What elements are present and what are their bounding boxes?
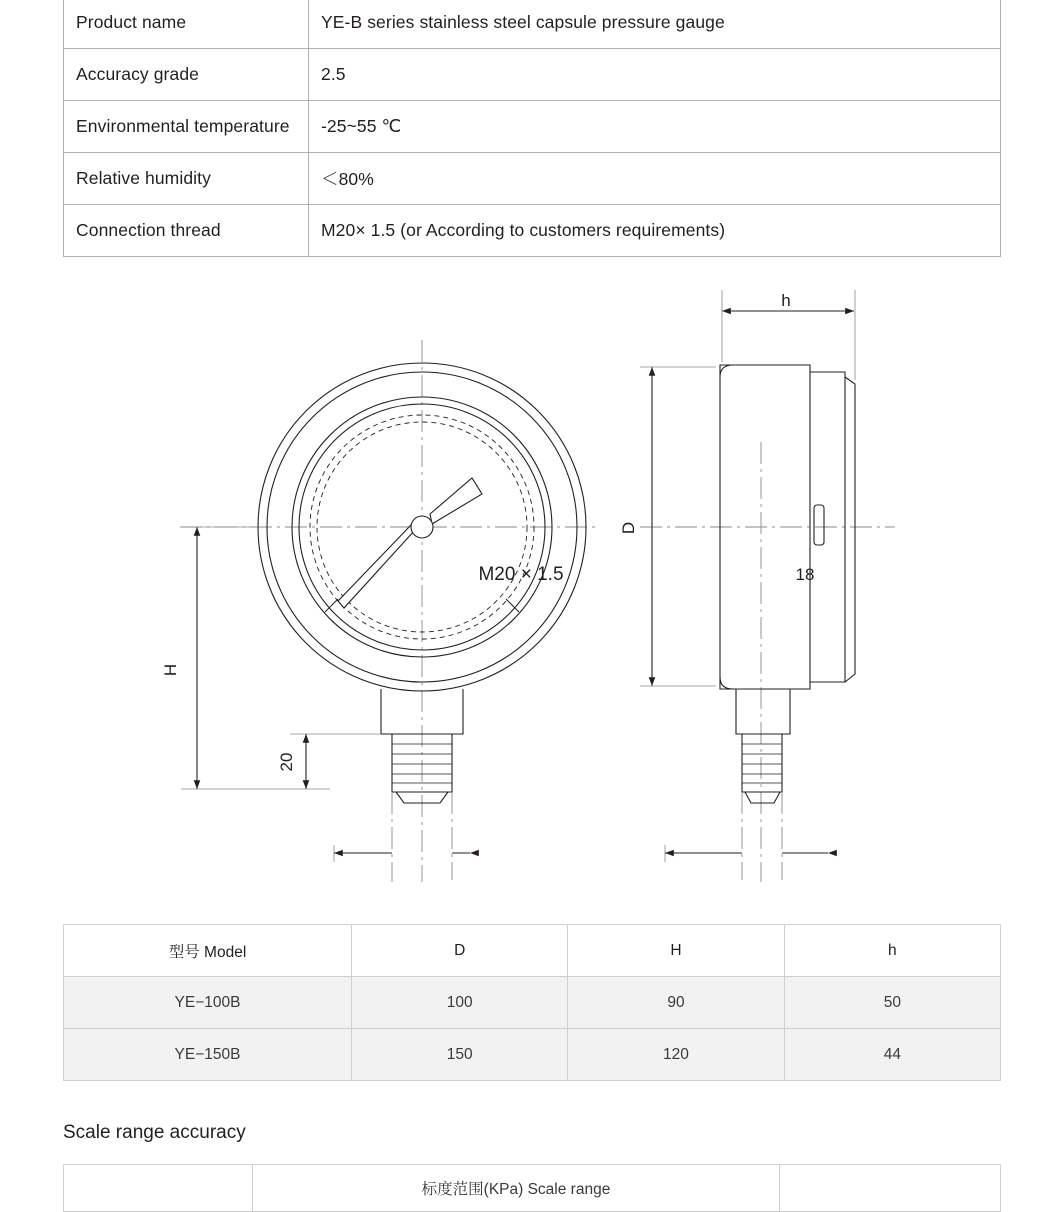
dimension-label-20: 20: [277, 752, 296, 772]
model-d-ye150b: 150: [352, 1029, 568, 1081]
model-dimension-table: [63, 924, 1001, 1081]
scale-col-header-first: [64, 1165, 253, 1212]
spec-label-connection-thread: Connection thread: [64, 205, 309, 257]
model-h-upper-ye100b: 90: [568, 977, 784, 1029]
model-h-upper-ye150b: 120: [568, 1029, 784, 1081]
dimension-label-d: D: [619, 521, 638, 535]
scale-col-header-last: [780, 1165, 1001, 1212]
model-d-ye100b: 100: [352, 977, 568, 1029]
model-name-ye150b: YE−150B: [64, 1029, 352, 1081]
spec-value-product-name: YE-B series stainless steel capsule pressure gauge: [309, 0, 1001, 49]
dimension-label-h: h: [781, 291, 791, 310]
scale-range-table: [63, 1164, 1001, 1212]
model-name-ye100b: YE−100B: [64, 977, 352, 1029]
model-col-header-h-upper: H: [568, 925, 784, 977]
spec-value-relative-humidity: ＜80%: [309, 153, 1001, 205]
spec-label-relative-humidity: Relative humidity: [64, 153, 309, 205]
table-row: [64, 0, 1001, 49]
table-header-row: [64, 1165, 1001, 1212]
table-row: [64, 205, 1001, 257]
scale-range-heading: Scale range accuracy: [63, 1122, 246, 1143]
table-row: [64, 49, 1001, 101]
spec-label-accuracy-grade: Accuracy grade: [64, 49, 309, 101]
spec-value-environmental-temperature: -25~55 ℃: [309, 101, 1001, 153]
dimension-label-18: 18: [795, 565, 815, 584]
model-h-lower-ye100b: 50: [784, 977, 1000, 1029]
spec-label-environmental-temperature: Environmental temperature: [64, 101, 309, 153]
dimension-label-thread: M20 × 1.5: [478, 564, 564, 585]
table-row: [64, 1029, 1001, 1081]
specification-table: [63, 0, 1001, 257]
table-header-row: [64, 925, 1001, 977]
scale-col-header-range: 标度范围(KPa) Scale range: [253, 1165, 780, 1212]
dimension-label-height: H: [161, 663, 180, 677]
table-row: [64, 977, 1001, 1029]
spec-value-connection-thread: M20× 1.5 (or According to customers requirements): [309, 205, 1001, 257]
model-col-header-model: 型号 Model: [64, 925, 352, 977]
model-h-lower-ye150b: 44: [784, 1029, 1000, 1081]
spec-label-product-name: Product name: [64, 0, 309, 49]
spec-value-accuracy-grade: 2.5: [309, 49, 1001, 101]
model-col-header-d: D: [352, 925, 568, 977]
table-row: [64, 101, 1001, 153]
model-col-header-h-lower: h: [784, 925, 1000, 977]
technical-drawing: [0, 262, 1060, 912]
table-row: [64, 153, 1001, 205]
